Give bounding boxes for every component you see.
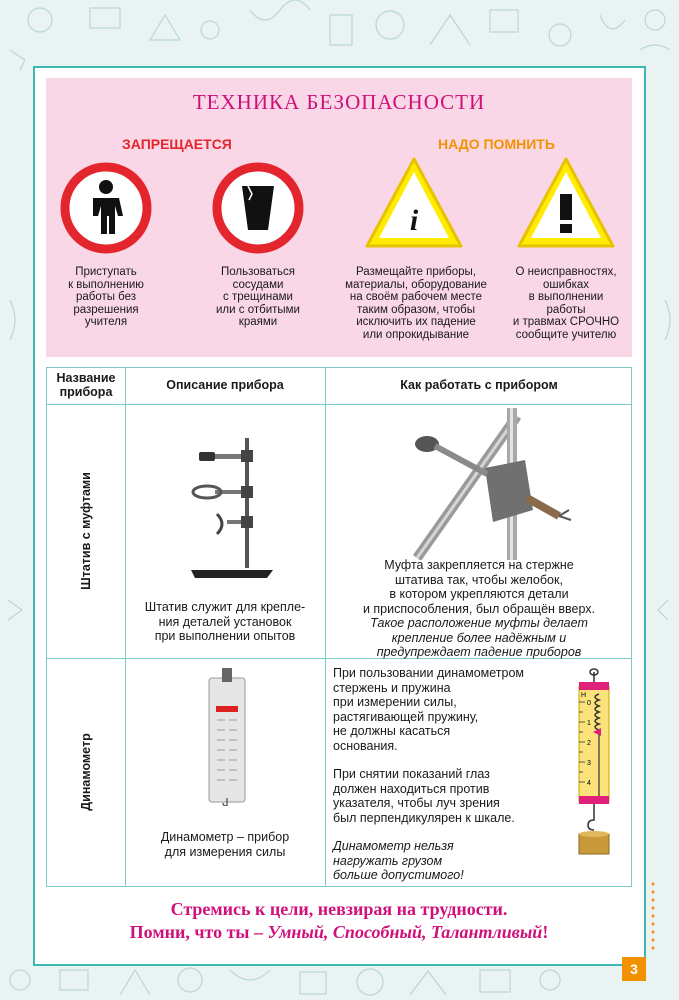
row-name-dynamometer: Динамометр bbox=[79, 733, 93, 811]
stand-description: Штатив служит для крепле- ния деталей установок при выполнении опытов bbox=[144, 600, 306, 643]
rule-text-1: Приступать к выполнению работы без разрешения учителя bbox=[68, 266, 144, 328]
table-divider bbox=[125, 368, 126, 886]
motto-line-2: Помни, что ты – Умный, Способный, Талантливый! bbox=[129, 922, 549, 942]
svg-text:i: i bbox=[409, 204, 419, 237]
header-howto: Как работать с прибором bbox=[400, 378, 558, 392]
person-prohibition-icon bbox=[60, 162, 152, 254]
stand-howto: Муфта закрепляется на стержне штатива так, чтобы желобок, в котором укрепляются детали и приспособления, был обращён вверх. Такое расположение муфты делает крепление более надёжным и предупреждает падение приборов bbox=[362, 558, 596, 659]
page-number: 3 bbox=[622, 957, 646, 981]
scale-tick-label: 4 bbox=[587, 780, 591, 787]
clamp-illustration bbox=[387, 408, 577, 560]
forbidden-heading: ЗАПРЕЩАЕТСЯ bbox=[122, 136, 232, 152]
decorative-dots bbox=[646, 880, 660, 980]
dynamometer-howto: При пользовании динамометром стержень и пружина при измерении силы, растягивающей пружину, не должны касаться основания. При снятии показаний глаз должен находиться против указателя, чтобы луч зрения был перпендикулярен к шкале. Динамометр нельзя нагружать грузом больше допустимого! bbox=[333, 666, 525, 882]
safety-rules-panel bbox=[46, 78, 632, 357]
rule-text-2: Пользоваться сосудами с трещинами или с отбитыми краями bbox=[216, 266, 300, 328]
motto-line-1: Стремись к цели, невзирая на трудности. bbox=[170, 899, 508, 919]
scale-tick-label: 2 bbox=[587, 740, 591, 747]
scale-tick-label: 3 bbox=[587, 760, 591, 767]
dynamometer-description: Динамометр – прибор для измерения силы bbox=[160, 830, 290, 859]
instruments-table bbox=[46, 367, 632, 887]
rule-text-4: О неисправностях, ошибках в выполнении работы и травмах СРОЧНО сообщите учителю bbox=[512, 266, 620, 341]
scale-unit-label: Н bbox=[581, 692, 587, 699]
table-divider bbox=[325, 368, 326, 886]
glass-prohibition-icon bbox=[212, 162, 304, 254]
exclamation-warning-icon bbox=[514, 154, 618, 254]
header-description: Описание прибора bbox=[166, 378, 284, 392]
header-name: Название прибора bbox=[56, 371, 116, 399]
scale-tick-label: 1 bbox=[587, 720, 591, 727]
stand-illustration bbox=[187, 432, 277, 582]
table-divider bbox=[47, 404, 631, 405]
rule-text-3: Размещайте приборы, материалы, оборудование на своём рабочем месте таким образом, чтобы исключить их падение или опрокидывание bbox=[345, 266, 487, 341]
dynamometer-photo bbox=[207, 666, 247, 806]
remember-heading: НАДО ПОМНИТЬ bbox=[438, 136, 555, 152]
row-name-stand: Штатив с муфтами bbox=[79, 472, 93, 590]
scale-tick-label: 0 bbox=[587, 700, 591, 707]
dynamometer-diagram bbox=[571, 668, 621, 874]
info-warning-icon bbox=[362, 154, 466, 254]
safety-title: ТЕХНИКА БЕЗОПАСНОСТИ bbox=[192, 90, 486, 114]
motto bbox=[46, 898, 632, 944]
